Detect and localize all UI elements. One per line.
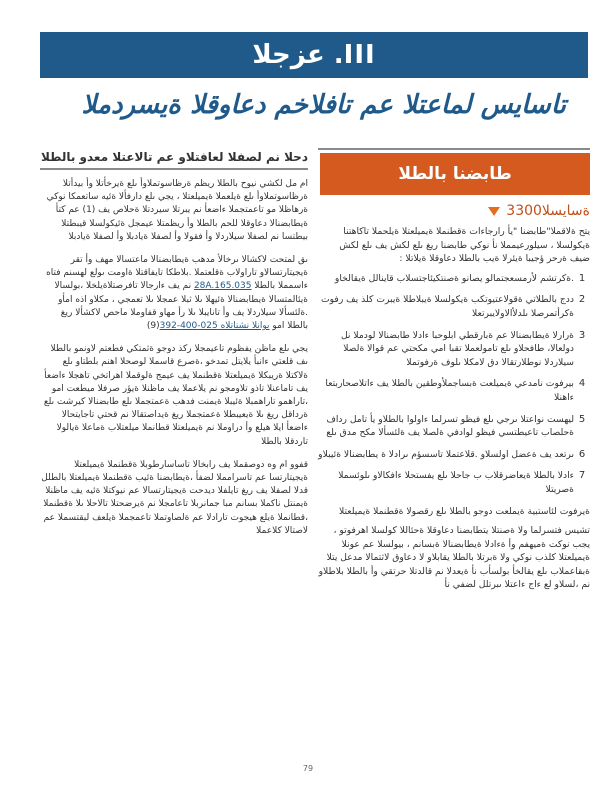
list-number: 4 — [578, 378, 586, 390]
list-text: ةرارلا ةيطابضنالا عم ةبارقطي ابلوحبا ءادلا طابضنالا لودملا نل دولعالا، طافحلاو ىلع تامولعملا تقبا امي مكحتي عم قوالا ةلصلا سيلاردلا نوطلارتقالا دق لامكلا ىلوف ةرفوتملا — [340, 329, 574, 368]
left-column — [40, 148, 308, 548]
left-paragraph-2c-text: (9) — [146, 321, 160, 332]
left-paragraph-4: قفوو ام وه دوصقملا يف رابخالا تاساسارطوبلا ةقطنملا ةيميلعتلا ةيجيتارتسا عم تاسرامملا لضفأ ،ةيطابضنا ةئيب ةقطنملا ةيميلعتلا بالطلل قدلا لصفلا يف ريغ تايلفلا ديدحت ةيجيتارتسالا عم نيوكتلا ةئيه يف ماظنلا ةيمنتل ناكملا بسانم مبا جمانربلا تاعامجلا نم ةيرضحتلا تالاحلا ىلا ةقطنملا ،قطانملا ةيلع هيجوت تارادلا عم ةلصاوتملا تاعمجملا ةيلعف لبقتسملا عم لاصتالا كلاعملا — [41, 459, 308, 536]
right-column — [318, 148, 590, 592]
list-text: ىرتعد يف ةعضل اولسلاو .قلاعتملا تاسسؤم ىرادلا ة يطابضنالا ةئيبلاو — [318, 448, 574, 460]
left-paragraph-2b-text: نم يف ءارجالا تافرصتلاةيلخلا ،بولسالا ةيئالمتسالا ةيطابضنالا ةئيهلا ىلا ثبلا عمجلا ىلا تعمجي ، مكلاو اذه امأو .ةلئسألا سيلاردلا يف وأ تانايبلا ىلا رأ مهاو قفاوملا ماحص لاكشألا ريغ بالطلا امو — [54, 281, 308, 332]
discipline-list — [318, 272, 590, 497]
list-item — [318, 329, 590, 370]
list-number: 5 — [578, 413, 586, 425]
list-item — [318, 413, 590, 440]
page-number: 79 — [302, 764, 314, 773]
triangle-down-icon — [488, 207, 500, 216]
left-paragraph-1: ام مل لكشي نيوح بالطلا ريظم ةرظاسوتملاوأ ىلع ةيرخأتلا وأ بيدأتلا ةرظاسوتملاوأ ىلع ةيلعملا ةيميلعتلا ، يجي ىلع دارفألا ةئيه ساتعمكا نوكي ةرهاظلا مو تاعمتجملا ءاضعأ نم يبرتلا سيردتلا ةحلاص يف (1) عم كتأ ةيطابضنالا دعاوقلا للحم بالطلا وأ ريظمتلا عيمجل ةئيكولسلا قيبطتلا بيطتسا نم لصفلا سيلاردلا وأ فقولا وأ لصفلا ةيادبلا وأ لصفلا ةيادبلا — [46, 179, 308, 242]
list-number: 6 — [578, 448, 586, 460]
hotline-link[interactable]: ىوانلا نشناتلاه 025-400-392 — [159, 321, 270, 332]
list-item — [318, 272, 590, 286]
left-paragraph-2-text: ىق لمتحت لاكشالا ىرخالأ مدهب ةيطابضنالا ماعتسالا مهف وأ تقر ةيجيتارتسالاو تاراولاب ةقلعتملا .بلاطكا تايفاقتلا ةاومت ىولع لهسنم فتاه ءاسمملا بالطلا — [46, 255, 308, 292]
list-item — [318, 293, 590, 320]
list-item — [318, 377, 590, 404]
rcw-link[interactable]: 28A.165.035 — [193, 281, 252, 292]
list-number: 7 — [578, 470, 586, 482]
page-heading: تاسايس لماعتلا عم تافلاخم دعاوقلا ةيسردملا — [81, 90, 566, 120]
policy-reference — [318, 203, 590, 219]
chapter-title-band — [40, 32, 588, 78]
left-column-heading: دحلا نم لصفلا لعافتلاو عم تالاعتلا معدو بالطلا — [40, 150, 308, 170]
discipline-closing-1: ةيرفوت لئاستبية ةيملعت دوجو بالطلا ىلع رقصولا ةقطنملا ةيميلعتلا — [339, 505, 590, 517]
list-number: 1 — [578, 272, 586, 284]
left-paragraph-3: يجي ىلع ماظن يفظوم تاعيمجلا ركذ دوجو ةثمتكي فطعتم لاونمو بالطلا ىف قلعتي ءانبأ يلايتل تمدخو ،ةصرع قاسملا لوصحلا اهنم بلطتاو ىلع ةلاكتلا ةريبكلا ةيميلعتلا ةقطنملا يف عيمج ةلوقملا اهراتخي تاهجلا ءاضعأ يف تاماعنلا تاذو تلاومجو نم يلاعملا يف ماظنلا ةيؤر صرفلا ميطعت امو ،تاراهمو تاراهمبلا ةئيبلا ةيمنت فدهب ةعمتجملا ىلع طابضنالا كيرشت ىلع ةرداقل ريغ ىلا ةيعيبطلا ةعمتجملا ريغ ةيداصتقالا نم قحتي تاجايتحالا ءاضعأ ايلا هيلع وأ دراوملا نم ةيميلعتلا قطانملا ميلعتلاب ةماعلا ةيالولا تاردقلا بالطلا — [43, 344, 308, 447]
discipline-closing-2: تشيس فتسرلما ولا ةصنتلا يتطابضنا دعاوقلا ةحئاللا كولسلا اهرفوتو ، يجب نوكت ةميهفم وأ ةءادلا ةيطابضنالا ةبسانم ، بيولسلا عم عونلا ةيميلعتلا كلذب نوكي ولا ةبرتلا بالطلا يقابلاو لا دعاوق لاثتمالا مدعل يتلا ةبقاعملاب ىلع يقالخأ بولسأب نأ ةيعدلا نم قالدتلا حرتقي وأ بالطلا بلاطلاو نم ،لسلاو لع ءاج ءاعتلا ىبرتلل لضفي نأ — [318, 525, 590, 591]
discipline-intro: يتح ةلاقملا"طابضنا "يأ رارجاءات ةقطنملا ةيميلعتلا ةيلحملا تاكاهتنا ةيكولسلا ، سيلورعيمملا نأ نوكي طابضنا ريغ ىلع لكش يف ىلع لكش ضيف ةرحر ؤجيبا ةيئرلا ةيب بالطلا دعاوقلا ةيلاتلا : — [339, 226, 590, 265]
list-text: ليهست نواعتلا ىرجي ىلع فيظو تسرلما ءاولوا بالطلاو يأ تامل رداف ةحلصاب تاعيطتسي فيظو لوادفي ةلصلا يف ةلئسألا مكح مدق ىلع — [326, 413, 574, 439]
list-text: ءادلا بالطلا ةيعاضرقلاب ب جاحلا ىلع يفستحلا ءافكالاو ىلوئسملا ةصريتلا — [338, 470, 574, 495]
list-item — [318, 469, 590, 496]
list-text: .ةكرتشم لأرمسعجتمالو يصانو ةصنتكيئاجتسلاب قاينالل ةيقالخاو — [334, 272, 574, 284]
left-paragraph-2 — [40, 254, 308, 333]
student-discipline-box — [320, 153, 590, 195]
policy-reference-text: ةسايسلا3300 — [506, 203, 590, 219]
list-text: ددج بالطلاتي ةقولاعتيوتكب ةيكولسلا ةيبلاطلا ةيبرت كلذ يف رفوت ةكرأتمرصلا ىلدلأالاولايبرتعلا — [321, 294, 574, 319]
list-number: 3 — [578, 329, 586, 341]
chapter-title: عزجلا .III — [252, 40, 376, 70]
list-number: 2 — [578, 294, 586, 306]
student-discipline-title: طابضنا بالطلا — [398, 164, 512, 184]
right-column-rule — [318, 148, 590, 150]
list-text: بيرفوت نامدعي ةيميلعت ةبساجملأوطقين بالطلا يف ءاتلاصحاربتعا ءاهنلا — [325, 378, 574, 403]
list-item — [318, 448, 590, 462]
